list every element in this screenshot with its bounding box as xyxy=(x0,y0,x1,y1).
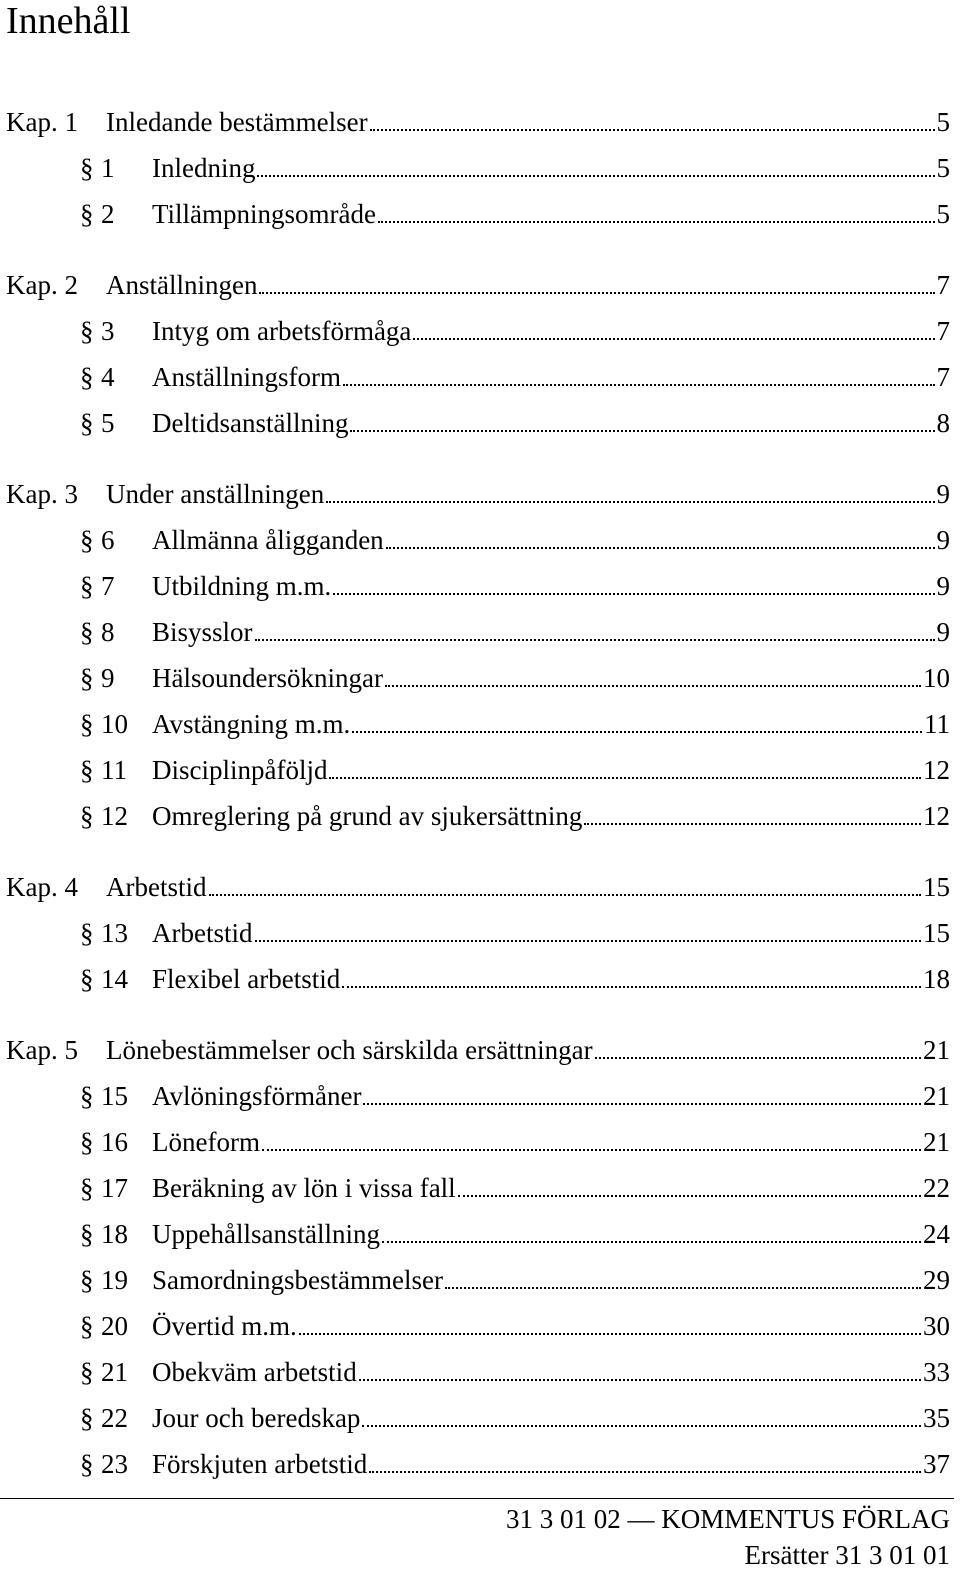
section-sign: § xyxy=(80,571,94,601)
entry-title: Tillämpningsområde xyxy=(152,199,377,229)
page-number: 35 xyxy=(923,1403,950,1433)
page-number: 5 xyxy=(936,107,950,137)
dot-leader xyxy=(382,1241,921,1243)
section-sign: § xyxy=(80,1081,94,1111)
section-sign: § xyxy=(80,1127,94,1157)
page-number: 24 xyxy=(923,1219,950,1249)
dot-leader xyxy=(369,1471,921,1473)
page-number: 7 xyxy=(936,362,950,392)
toc-chapter-entry xyxy=(0,105,950,139)
toc-section-entry xyxy=(0,753,950,787)
section-sign: § xyxy=(80,153,94,183)
entry-body xyxy=(152,1171,950,1205)
page-number: 15 xyxy=(923,872,950,902)
section-sign: § xyxy=(80,755,94,785)
section-sign: § xyxy=(80,1311,94,1341)
dot-leader xyxy=(342,986,921,988)
dot-leader xyxy=(445,1287,921,1289)
entry-body xyxy=(106,105,950,139)
entry-title: Avstängning m.m. xyxy=(152,709,351,739)
toc-section-entry xyxy=(0,1447,950,1481)
entry-title: Bisysslor xyxy=(152,617,253,647)
entry-body xyxy=(152,360,950,394)
dot-leader xyxy=(352,731,922,733)
section-sign: § xyxy=(80,316,94,346)
section-number: 14 xyxy=(101,964,128,994)
page-number: 10 xyxy=(923,663,950,693)
dot-leader xyxy=(386,547,935,549)
page-title: Innehåll xyxy=(6,0,131,42)
entry-title: Avlöningsförmåner xyxy=(152,1081,362,1111)
footer-publisher: 31 3 01 02 — KOMMENTUS FÖRLAG xyxy=(505,1504,950,1534)
entry-body xyxy=(106,477,950,511)
toc-section-entry xyxy=(0,661,950,695)
dot-leader xyxy=(458,1195,921,1197)
entry-body xyxy=(152,1263,950,1297)
toc-section-entry xyxy=(0,360,950,394)
dot-leader xyxy=(359,1379,921,1381)
dot-leader xyxy=(257,175,934,177)
entry-body xyxy=(152,753,950,787)
dot-leader xyxy=(595,1057,921,1059)
entry-body xyxy=(152,569,950,603)
entry-title: Obekväm arbetstid xyxy=(152,1357,357,1387)
entry-title: Arbetstid xyxy=(152,918,253,948)
toc-section-entry xyxy=(0,1217,950,1251)
entry-title: Inledning xyxy=(152,153,256,183)
dot-leader xyxy=(259,292,934,294)
page-number: 11 xyxy=(924,709,950,739)
entry-title: Under anställningen xyxy=(106,479,325,509)
entry-title: Utbildning m.m. xyxy=(152,571,332,601)
section-sign: § xyxy=(80,525,94,555)
section-number: 2 xyxy=(101,199,115,229)
page-number: 21 xyxy=(923,1081,950,1111)
dot-leader xyxy=(333,593,934,595)
page-number: 12 xyxy=(923,801,950,831)
dot-leader xyxy=(255,940,922,942)
page-number: 37 xyxy=(923,1449,950,1479)
chapter-number: Kap. 4 xyxy=(6,872,78,902)
page-number: 5 xyxy=(936,199,950,229)
entry-body xyxy=(152,1309,950,1343)
section-sign: § xyxy=(80,1265,94,1295)
entry-body xyxy=(152,661,950,695)
entry-body xyxy=(152,314,950,348)
section-number: 4 xyxy=(101,362,115,392)
entry-body xyxy=(152,406,950,440)
dot-leader xyxy=(378,221,934,223)
toc-section-entry xyxy=(0,523,950,557)
section-number: 7 xyxy=(101,571,115,601)
entry-body xyxy=(152,1355,950,1389)
entry-body xyxy=(152,799,950,833)
section-sign: § xyxy=(80,663,94,693)
toc-section-entry xyxy=(0,1171,950,1205)
entry-title: Hälsoundersökningar xyxy=(152,663,383,693)
entry-body xyxy=(152,1401,950,1435)
toc-chapter-entry xyxy=(0,477,950,511)
entry-body xyxy=(106,268,950,302)
section-number: 9 xyxy=(101,663,115,693)
entry-title: Förskjuten arbetstid xyxy=(152,1449,368,1479)
page-number: 9 xyxy=(936,525,950,555)
dot-leader xyxy=(413,338,934,340)
chapter-number: Kap. 2 xyxy=(6,270,78,300)
page-number: 18 xyxy=(923,964,950,994)
section-sign: § xyxy=(80,199,94,229)
toc-section-entry xyxy=(0,314,950,348)
page-number: 9 xyxy=(936,479,950,509)
page-number: 21 xyxy=(923,1127,950,1157)
entry-title: Allmänna åligganden xyxy=(152,525,384,555)
page-number: 15 xyxy=(923,918,950,948)
toc-section-entry xyxy=(0,1401,950,1435)
section-sign: § xyxy=(80,1219,94,1249)
entry-body xyxy=(152,523,950,557)
page-number: 33 xyxy=(923,1357,950,1387)
entry-body xyxy=(152,1217,950,1251)
dot-leader xyxy=(343,384,935,386)
entry-body xyxy=(152,707,950,741)
section-number: 20 xyxy=(101,1311,128,1341)
page-number: 5 xyxy=(936,153,950,183)
dot-leader xyxy=(299,1333,921,1335)
entry-title: Deltidsanställning xyxy=(152,408,349,438)
dot-leader xyxy=(262,1149,921,1151)
chapter-number: Kap. 5 xyxy=(6,1035,78,1065)
page-number: 29 xyxy=(923,1265,950,1295)
page-number: 8 xyxy=(936,408,950,438)
section-sign: § xyxy=(80,1403,94,1433)
dot-leader xyxy=(370,129,935,131)
dot-leader xyxy=(326,501,934,503)
toc-section-entry xyxy=(0,1355,950,1389)
section-number: 13 xyxy=(101,918,128,948)
section-sign: § xyxy=(80,918,94,948)
entry-title: Intyg om arbetsförmåga xyxy=(152,316,412,346)
section-number: 15 xyxy=(101,1081,128,1111)
entry-title: Beräkning av lön i vissa fall xyxy=(152,1173,456,1203)
section-sign: § xyxy=(80,617,94,647)
dot-leader xyxy=(329,777,921,779)
section-number: 17 xyxy=(101,1173,128,1203)
dot-leader xyxy=(362,1425,921,1427)
section-sign: § xyxy=(80,408,94,438)
page-number: 9 xyxy=(936,571,950,601)
footer-divider xyxy=(0,1498,954,1499)
section-number: 3 xyxy=(101,316,115,346)
toc-section-entry xyxy=(0,916,950,950)
footer-replaces: Ersätter 31 3 01 01 xyxy=(744,1540,950,1570)
dot-leader xyxy=(584,823,921,825)
entry-title: Arbetstid xyxy=(106,872,207,902)
section-number: 12 xyxy=(101,801,128,831)
section-sign: § xyxy=(80,964,94,994)
toc-section-entry xyxy=(0,615,950,649)
toc-section-entry xyxy=(0,569,950,603)
toc-section-entry xyxy=(0,707,950,741)
section-sign: § xyxy=(80,1357,94,1387)
section-number: 18 xyxy=(101,1219,128,1249)
entry-body xyxy=(106,870,950,904)
page-number: 9 xyxy=(936,617,950,647)
dot-leader xyxy=(255,639,935,641)
entry-title: Anställningsform xyxy=(152,362,341,392)
entry-body xyxy=(106,1033,950,1067)
entry-body xyxy=(152,962,950,996)
toc-section-entry xyxy=(0,151,950,185)
entry-title: Övertid m.m. xyxy=(152,1311,297,1341)
page-number: 30 xyxy=(923,1311,950,1341)
entry-title: Flexibel arbetstid xyxy=(152,964,341,994)
page-number: 22 xyxy=(923,1173,950,1203)
page-number: 7 xyxy=(936,270,950,300)
entry-title: Lönebestämmelser och särskilda ersättningar xyxy=(106,1035,593,1065)
entry-title: Inledande bestämmelser xyxy=(106,107,368,137)
section-number: 22 xyxy=(101,1403,128,1433)
toc-chapter-entry xyxy=(0,870,950,904)
section-number: 8 xyxy=(101,617,115,647)
page-number: 7 xyxy=(936,316,950,346)
entry-title: Samordningsbestämmelser xyxy=(152,1265,443,1295)
entry-body xyxy=(152,916,950,950)
toc-section-entry xyxy=(0,1125,950,1159)
dot-leader xyxy=(363,1103,921,1105)
entry-body xyxy=(152,1079,950,1113)
entry-title: Löneform xyxy=(152,1127,260,1157)
section-number: 19 xyxy=(101,1265,128,1295)
toc-section-entry xyxy=(0,1263,950,1297)
toc-section-entry xyxy=(0,1309,950,1343)
section-sign: § xyxy=(80,1173,94,1203)
section-number: 23 xyxy=(101,1449,128,1479)
dot-leader xyxy=(350,430,934,432)
entry-title: Omreglering på grund av sjukersättning xyxy=(152,801,583,831)
entry-title: Uppehållsanställning xyxy=(152,1219,380,1249)
section-number: 21 xyxy=(101,1357,128,1387)
toc-section-entry xyxy=(0,799,950,833)
section-sign: § xyxy=(80,1449,94,1479)
toc-chapter-entry xyxy=(0,1033,950,1067)
toc-section-entry xyxy=(0,1079,950,1113)
page-number: 21 xyxy=(923,1035,950,1065)
toc-section-entry xyxy=(0,962,950,996)
entry-body xyxy=(152,151,950,185)
section-number: 10 xyxy=(101,709,128,739)
section-sign: § xyxy=(80,709,94,739)
chapter-number: Kap. 3 xyxy=(6,479,78,509)
section-number: 5 xyxy=(101,408,115,438)
entry-body xyxy=(152,1125,950,1159)
toc-section-entry xyxy=(0,406,950,440)
chapter-number: Kap. 1 xyxy=(6,107,78,137)
toc-chapter-entry xyxy=(0,268,950,302)
section-number: 11 xyxy=(101,755,127,785)
section-number: 6 xyxy=(101,525,115,555)
section-sign: § xyxy=(80,362,94,392)
entry-title: Disciplinpåföljd xyxy=(152,755,328,785)
dot-leader xyxy=(209,894,922,896)
entry-title: Jour och beredskap xyxy=(152,1403,361,1433)
entry-body xyxy=(152,615,950,649)
section-sign: § xyxy=(80,801,94,831)
dot-leader xyxy=(385,685,921,687)
entry-body xyxy=(152,1447,950,1481)
entry-body xyxy=(152,197,950,231)
entry-title: Anställningen xyxy=(106,270,258,300)
toc-section-entry xyxy=(0,197,950,231)
section-number: 1 xyxy=(101,153,115,183)
section-number: 16 xyxy=(101,1127,128,1157)
page-number: 12 xyxy=(923,755,950,785)
